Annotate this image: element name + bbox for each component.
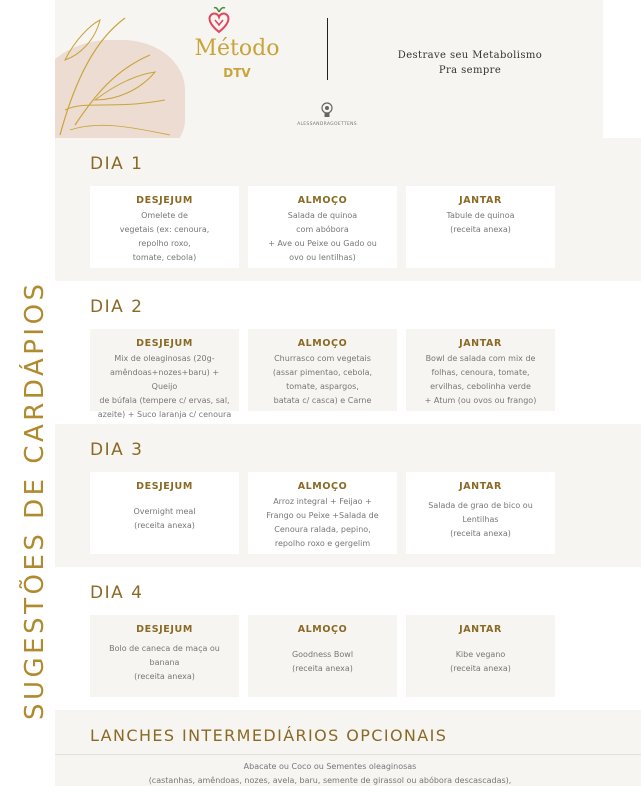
meal-card-jantar (406, 615, 555, 697)
meal-card-jantar (406, 186, 555, 268)
meal-line: batata c/ casca) e Carne (273, 396, 372, 405)
meal-line: repolho roxo e gergelim (274, 539, 371, 548)
meal-description (90, 638, 239, 684)
meal-line: Lentilhas (462, 515, 499, 524)
meal-label: DESJEJUM (136, 338, 193, 349)
meal-line: + Ave ou Peixe ou Gado ou (268, 239, 377, 248)
brand-name: Método (194, 36, 280, 61)
meal-label: ALMOÇO (297, 338, 348, 349)
meal-line: Omelete de (141, 211, 188, 220)
meal-line: Kibe vegano (455, 650, 506, 659)
meal-card-desjejum (90, 186, 239, 268)
meal-label: JANTAR (459, 195, 502, 206)
heart-leaf-icon (207, 6, 231, 34)
meal-label: ALMOÇO (297, 195, 348, 206)
snacks-title: LANCHES INTERMEDIÁRIOS OPCIONAIS (90, 726, 448, 745)
meal-line: (receita anexa) (292, 664, 353, 673)
snacks-divider (55, 754, 641, 755)
meal-line: Salada de grao de bico ou (428, 501, 533, 510)
side-title: SUGESTÕES DE CARDÁPIOS (20, 280, 50, 720)
meal-description (90, 352, 239, 422)
meal-label: DESJEJUM (136, 195, 193, 206)
meal-card-jantar (406, 472, 555, 554)
meal-description (248, 638, 397, 676)
meal-line: Goodness Bowl (291, 650, 354, 659)
meal-line: banana (149, 658, 180, 667)
meal-card-desjejum (90, 472, 239, 554)
meal-line: tomate, aspargos, (286, 382, 359, 391)
meal-line: de búfala (tempere c/ ervas, sal, (99, 396, 230, 405)
day-section-3 (55, 424, 641, 567)
snacks-section (55, 710, 641, 786)
meal-line: Arroz integral + Feijao + (273, 497, 372, 506)
lightbulb-person-icon (320, 102, 334, 120)
meal-description (248, 352, 397, 408)
meal-description (406, 352, 555, 408)
snacks-description (95, 760, 565, 786)
meal-line: (receita anexa) (450, 225, 511, 234)
tagline-line-2: Pra sempre (438, 65, 502, 76)
day-title: DIA 1 (90, 154, 144, 174)
meal-line: vegetais (ex: cenoura, (119, 225, 210, 234)
meal-line: com abóbora (296, 225, 349, 234)
meal-label: JANTAR (459, 624, 502, 635)
meal-description (406, 209, 555, 237)
meal-card-desjejum (90, 329, 239, 419)
meal-description (406, 495, 555, 541)
tagline-line-1: Destrave seu Metabolismo (397, 50, 543, 61)
header-divider (327, 18, 328, 80)
meal-line: azeite) + Suco laranja c/ cenoura (97, 410, 232, 419)
meal-line: + Atum (ou ovos ou frango) (424, 396, 537, 405)
meal-line: Tabule de quinoa (446, 211, 515, 220)
meal-label: DESJEJUM (136, 624, 193, 635)
snacks-line-1: Abacate ou Coco ou Sementes oleaginosas (243, 762, 417, 771)
meal-description (90, 495, 239, 533)
meal-card-desjejum (90, 615, 239, 697)
meal-line: (assar pimentao, cebola, (272, 368, 373, 377)
meal-line: (receita anexa) (450, 664, 511, 673)
meal-description (406, 638, 555, 676)
meal-line: Cenoura ralada, pepino, (274, 525, 371, 534)
meal-line: repolho roxo, (138, 239, 191, 248)
meal-line: Overnight meal (133, 507, 196, 516)
meal-line: Bolo de caneca de maça ou (109, 644, 220, 653)
meal-line: ervilhas, cebolinha verde (430, 382, 531, 391)
meal-label: ALMOÇO (297, 624, 348, 635)
meal-label: ALMOÇO (297, 481, 348, 492)
snacks-line-2: (castanhas, amêndoas, nozes, avela, baru, semente de girassol ou abóbora descascadas), (148, 776, 512, 785)
day-section-4 (55, 567, 641, 710)
meal-label: DESJEJUM (136, 481, 193, 492)
meal-card-almoco (248, 615, 397, 697)
meal-card-almoco (248, 329, 397, 411)
meal-line: amêndoas+nozes+baru) + Queijo (109, 368, 220, 391)
day-title: DIA 3 (90, 440, 144, 460)
meal-line: folhas, cenoura, tomate, (431, 368, 530, 377)
meal-label: JANTAR (459, 481, 502, 492)
meal-line: (receita anexa) (134, 521, 195, 530)
meal-line: Churrasco com vegetais (274, 354, 371, 363)
meal-line: (receita anexa) (134, 672, 195, 681)
meal-card-almoco (248, 186, 397, 268)
tagline (355, 48, 585, 78)
meal-line: Bowl de salada com mix de (425, 354, 536, 363)
meal-line: tomate, cebola) (132, 253, 197, 262)
day-section-2 (55, 281, 641, 424)
meal-label: JANTAR (459, 338, 502, 349)
meal-card-almoco (248, 472, 397, 554)
brand-subtitle: DTV (223, 66, 251, 80)
meal-line: ovo ou lentilhas) (289, 253, 356, 262)
meal-line: Frango ou Peixe +Salada de (266, 511, 379, 520)
leaf-decoration-icon (55, 0, 175, 138)
meal-line: (receita anexa) (450, 529, 511, 538)
day-title: DIA 2 (90, 297, 144, 317)
meal-description (248, 495, 397, 551)
header-banner (55, 0, 603, 138)
meal-description (90, 209, 239, 265)
day-title: DIA 4 (90, 583, 144, 603)
meal-card-jantar (406, 329, 555, 411)
meal-line: Salada de quinoa (287, 211, 358, 220)
meal-description (248, 209, 397, 265)
day-section-1 (55, 138, 641, 281)
meal-line: Mix de oleaginosas (20g- (114, 354, 215, 363)
author-name: ALESSANDRAGOETTENS (297, 122, 357, 127)
